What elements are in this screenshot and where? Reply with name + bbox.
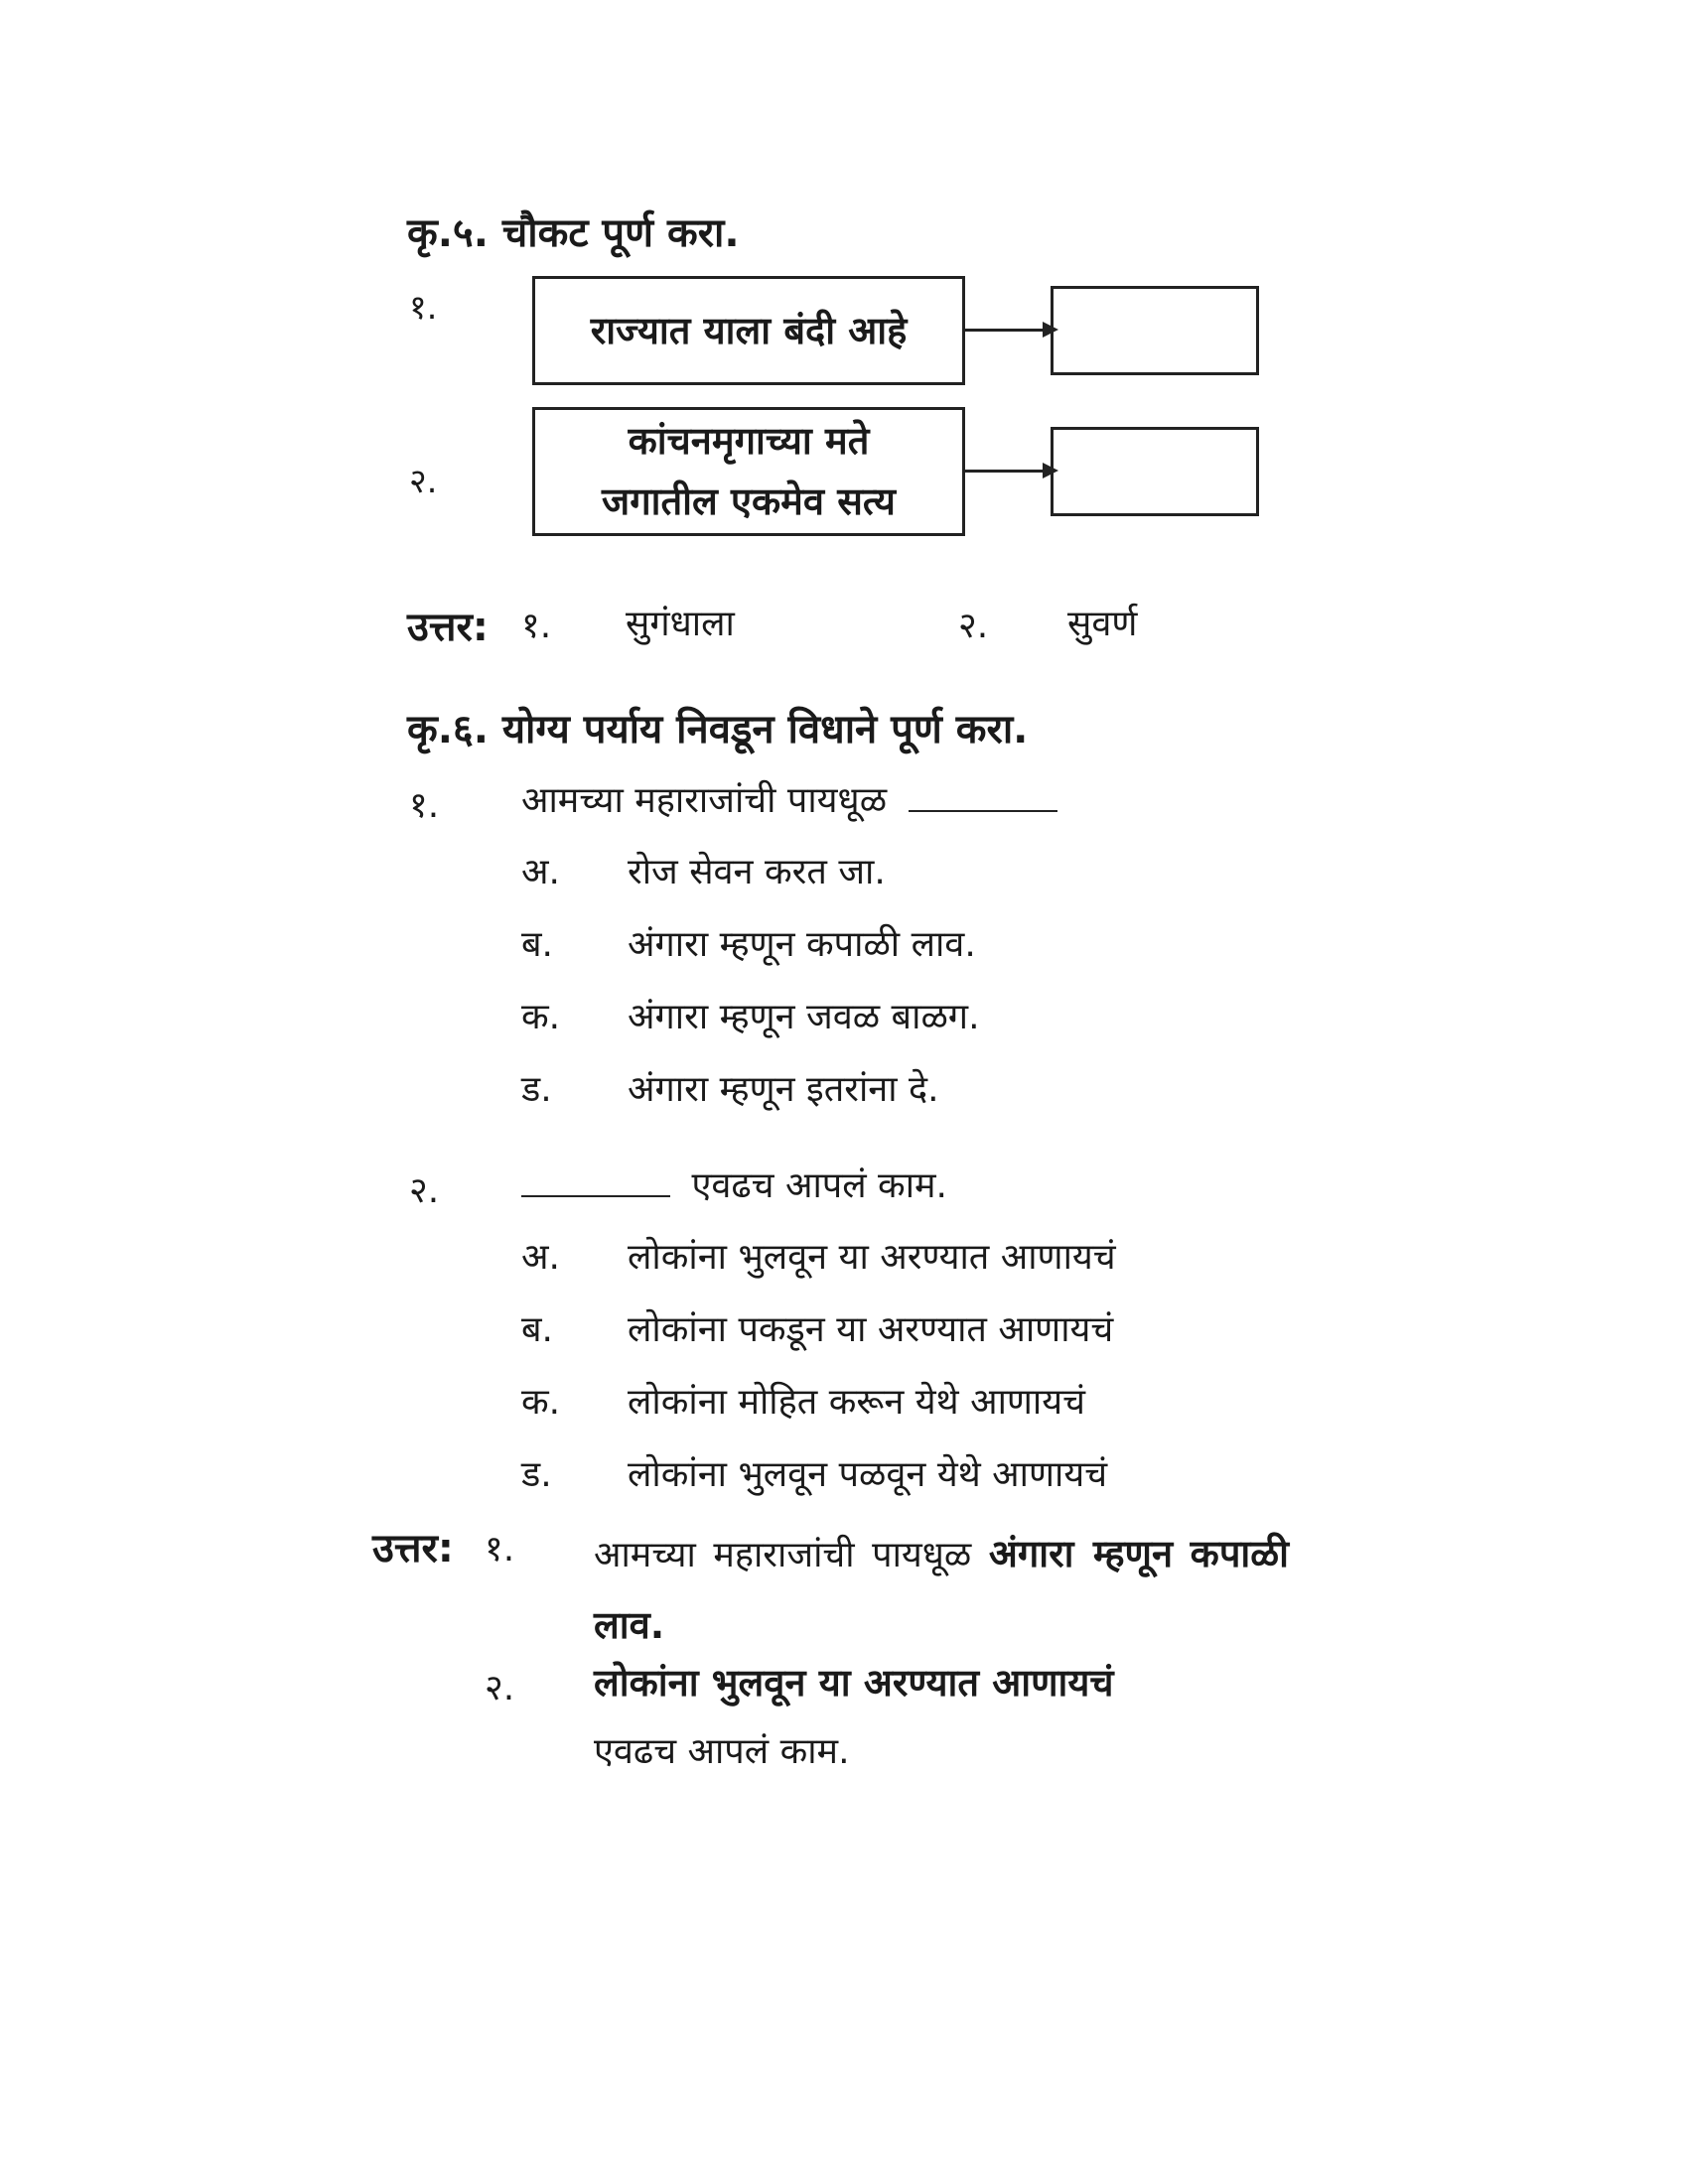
q6-q2-option-c-text: लोकांना मोहित करून येथे आणायचं bbox=[628, 1382, 1085, 1423]
q6-q1-stem-text: आमच्या महाराजांची पायधूळ bbox=[521, 780, 888, 821]
q5-item-1-text: राज्यात याला बंदी आहे bbox=[590, 308, 908, 352]
q6-answer-1-number: १. bbox=[485, 1529, 515, 1570]
q6-q2-stem-text: एवढच आपलं काम. bbox=[691, 1165, 947, 1206]
q6-answer-label: उत्तर: bbox=[372, 1526, 454, 1571]
q6-answer-1-bold-2: कपाळी लाव. bbox=[594, 1532, 1289, 1647]
q5-answer-2-text: सुवर्ण bbox=[1067, 604, 1138, 644]
q6-q2-option-c-letter: क. bbox=[521, 1382, 561, 1423]
q5-item-2-answer-box[interactable] bbox=[1051, 427, 1259, 516]
q6-answer-1-bold-1: अंगारा म्हणून bbox=[988, 1532, 1174, 1575]
q6-q2-option-b-letter: ब. bbox=[521, 1309, 553, 1350]
q6-answer-2-number: २. bbox=[485, 1668, 515, 1708]
q6-q2-option-a-letter: अ. bbox=[521, 1237, 560, 1278]
q6-q1-option-d-letter: ड. bbox=[521, 1069, 552, 1110]
q6-answer-1-text bbox=[594, 1519, 1289, 1662]
q5-answer-1-text: सुगंधाला bbox=[626, 604, 735, 644]
q5-item-2-line-1: कांचनमृगाच्या मते bbox=[628, 419, 870, 464]
q6-q1-option-a-letter: अ. bbox=[521, 852, 560, 892]
q6-answer-2-bold: लोकांना भुलवून या अरण्यात आणायचं bbox=[594, 1661, 1114, 1705]
q5-answer-label: उत्तर: bbox=[407, 605, 489, 650]
q5-item-1-number: १. bbox=[409, 288, 438, 328]
q5-item-2-line-2: जगातील एकमेव सत्य bbox=[602, 479, 896, 523]
q5-item-2-arrow-line bbox=[965, 470, 1045, 473]
q5-item-1-answer-box[interactable] bbox=[1051, 286, 1259, 375]
q6-q1-option-d-text: अंगारा म्हणून इतरांना दे. bbox=[628, 1069, 939, 1110]
q6-q2-number: २. bbox=[409, 1170, 440, 1211]
q6-q1-blank[interactable] bbox=[909, 810, 1057, 812]
q6-q2-option-d-text: लोकांना भुलवून पळवून येथे आणायचं bbox=[628, 1454, 1108, 1495]
q6-q2-option-d-letter: ड. bbox=[521, 1454, 552, 1495]
q6-q1-stem bbox=[521, 774, 1057, 823]
q6-q1-option-b-letter: ब. bbox=[521, 924, 553, 965]
q6-q1-number: १. bbox=[409, 785, 440, 826]
q5-item-2-number: २. bbox=[409, 462, 438, 501]
q5-title: कृ.५. चौकट पूर्ण करा. bbox=[407, 210, 740, 256]
q6-title: कृ.६. योग्य पर्याय निवडून विधाने पूर्ण करा. bbox=[407, 707, 1029, 752]
q5-item-2-box bbox=[532, 407, 965, 536]
q6-answer-1-plain: आमच्या महाराजांची पायधूळ bbox=[594, 1535, 972, 1575]
q6-q2-option-a-text: लोकांना भुलवून या अरण्यात आणायचं bbox=[628, 1237, 1116, 1278]
q6-answer-2-plain: एवढच आपलं काम. bbox=[594, 1731, 850, 1772]
q6-q2-blank[interactable] bbox=[521, 1195, 670, 1197]
q5-item-1-box bbox=[532, 276, 965, 385]
q6-q1-option-b-text: अंगारा म्हणून कपाळी लाव. bbox=[628, 924, 976, 965]
q6-q1-option-c-letter: क. bbox=[521, 997, 561, 1037]
q5-item-1-arrow-line bbox=[965, 329, 1045, 332]
q5-answer-1-number: १. bbox=[521, 606, 552, 646]
q6-q1-option-c-text: अंगारा म्हणून जवळ बाळग. bbox=[628, 997, 980, 1037]
q5-answer-2-number: २. bbox=[958, 606, 989, 646]
q6-q2-option-b-text: लोकांना पकडून या अरण्यात आणायचं bbox=[628, 1309, 1114, 1350]
q6-q2-stem bbox=[521, 1160, 947, 1208]
q6-q1-option-a-text: रोज सेवन करत जा. bbox=[628, 852, 886, 892]
